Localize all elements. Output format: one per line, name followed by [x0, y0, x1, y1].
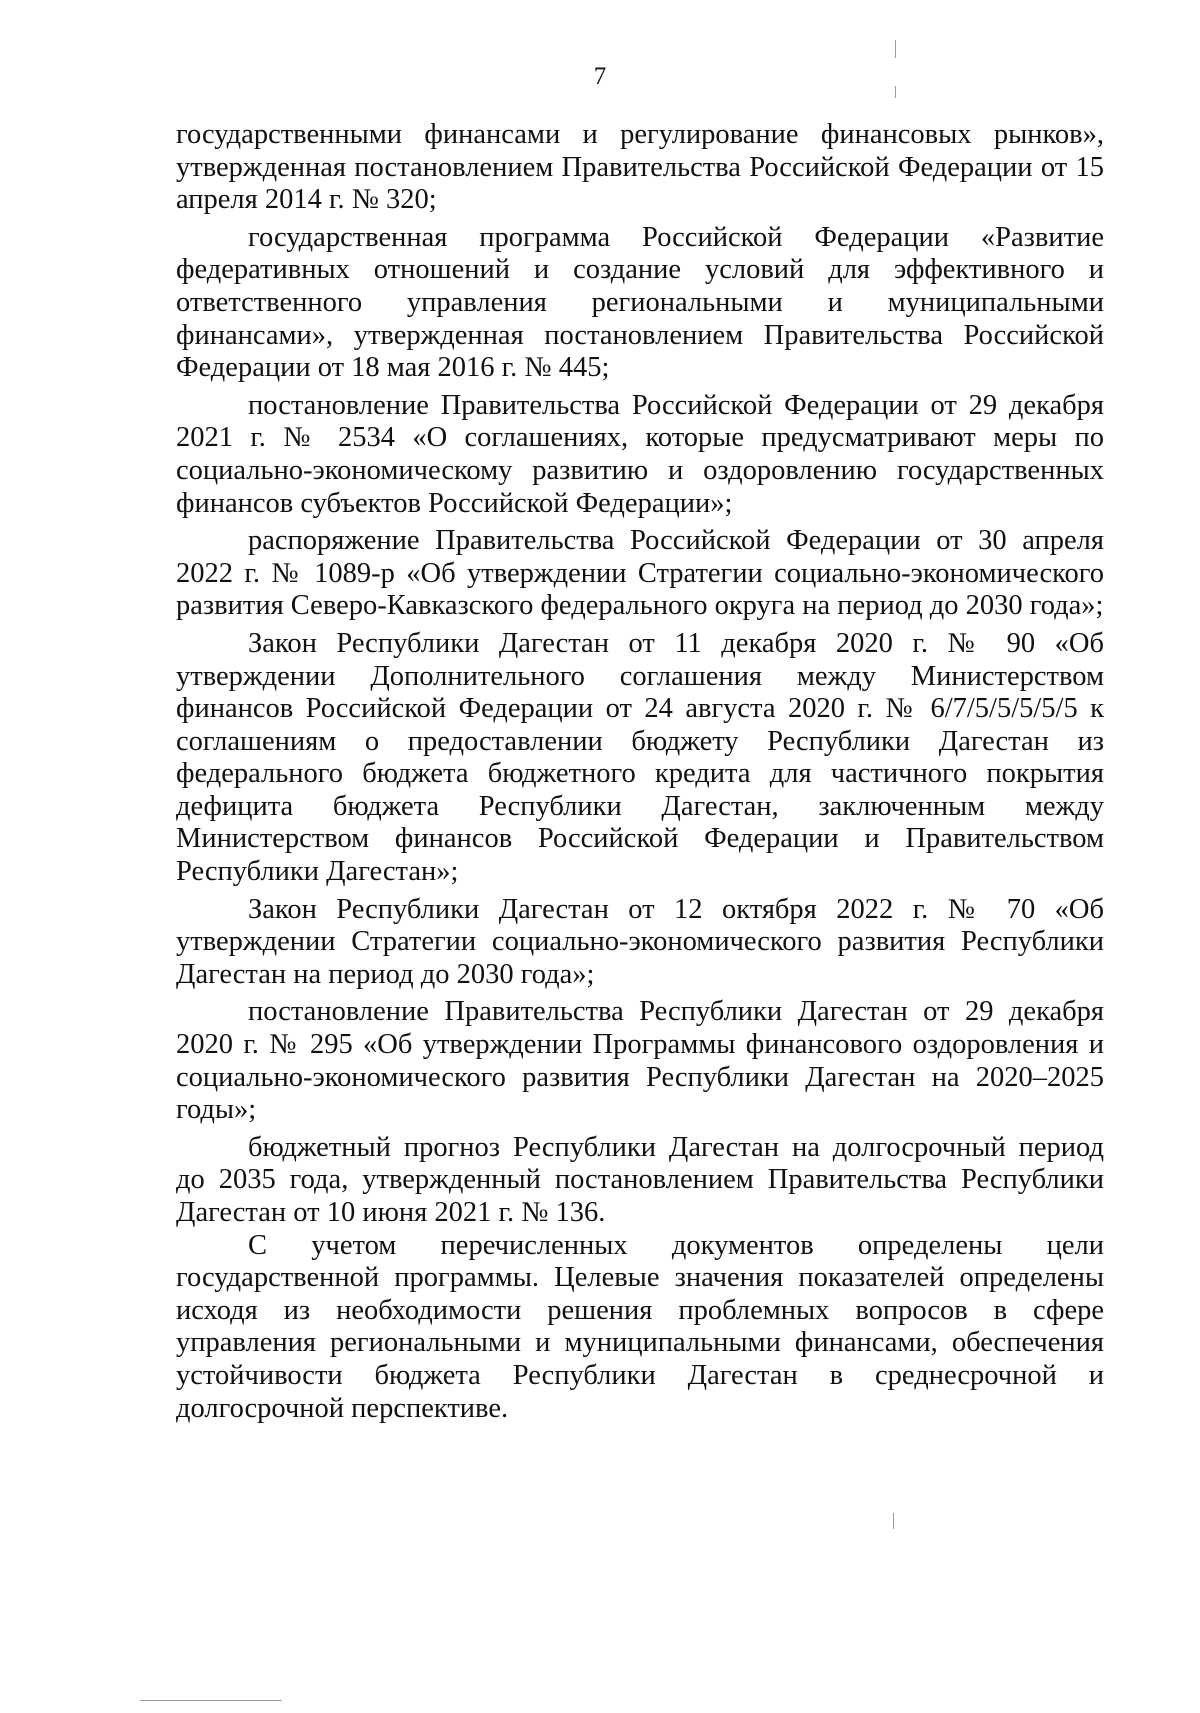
document-body	[176, 119, 1104, 1425]
page-number: 7	[593, 63, 607, 90]
scan-mark-bottom-left	[140, 1700, 282, 1701]
paragraph-resolution-295: постановление Правительства Республики Дагестан от 29 декабря 2020 г. № 295 «Об утверждении Программы финансового оздоровления и социально-экономического развития Республики Дагестан на 2020–2025 годы»;	[176, 996, 1104, 1126]
paragraph-law-70: Закон Республики Дагестан от 12 октября 2022 г. № 70 «Об утверждении Стратегии социально-экономического развития Республики Дагестан на период до 2030 года»;	[176, 893, 1104, 990]
paragraph-program-goals: С учетом перечисленных документов определены цели государственной программы. Целевые значения показателей определены исходя из необходимости решения проблемных вопросов в сфере управления региональными и муниципальными финансами, обеспечения устойчивости бюджета Республики Дагестан в среднесрочной и долгосрочной перспективе.	[176, 1229, 1104, 1424]
paragraph-continuation: государственными финансами и регулирование финансовых рынков», утвержденная постановлением Правительства Российской Федерации от 15 апреля 2014 г. № 320;	[176, 119, 1104, 216]
paragraph-order-1089-r: распоряжение Правительства Российской Федерации от 30 апреля 2022 г. № 1089-р «Об утверждении Стратегии социально-экономического развития Северо-Кавказского федерального округа на период до 2030 года»;	[176, 525, 1104, 622]
scan-mark-top-right-lower	[895, 86, 896, 98]
scan-mark-top-right	[895, 40, 896, 58]
scan-mark-bottom-right	[893, 1513, 894, 1529]
paragraph-federal-program-445: государственная программа Российской Федерации «Развитие федеративных отношений и создание условий для эффективного и ответственного управления региональными и муниципальными финансами», утвержденная постановлением Правительства Российской Федерации от 18 мая 2016 г. № 445;	[176, 221, 1104, 384]
paragraph-budget-forecast: бюджетный прогноз Республики Дагестан на долгосрочный период до 2035 года, утвержденный постановлением Правительства Республики Дагестан от 10 июня 2021 г. № 136.	[176, 1131, 1104, 1228]
paragraph-law-90: Закон Республики Дагестан от 11 декабря 2020 г. № 90 «Об утверждении Дополнительного соглашения между Министерством финансов Российской Федерации от 24 августа 2020 г. № 6/7/5/5/5/5/5 к соглашениям о предоставлении бюджету Республики Дагестан из федерального бюджета бюджетного кредита для частичного покрытия дефицита бюджета Республики Дагестан, заключенным между Министерством финансов Российской Федерации и Правительством Республики Дагестан»;	[176, 627, 1104, 888]
paragraph-resolution-2534: постановление Правительства Российской Федерации от 29 декабря 2021 г. № 2534 «О соглашениях, которые предусматривают меры по социально-экономическому развитию и оздоровлению государственных финансов субъектов Российской Федерации»;	[176, 389, 1104, 519]
